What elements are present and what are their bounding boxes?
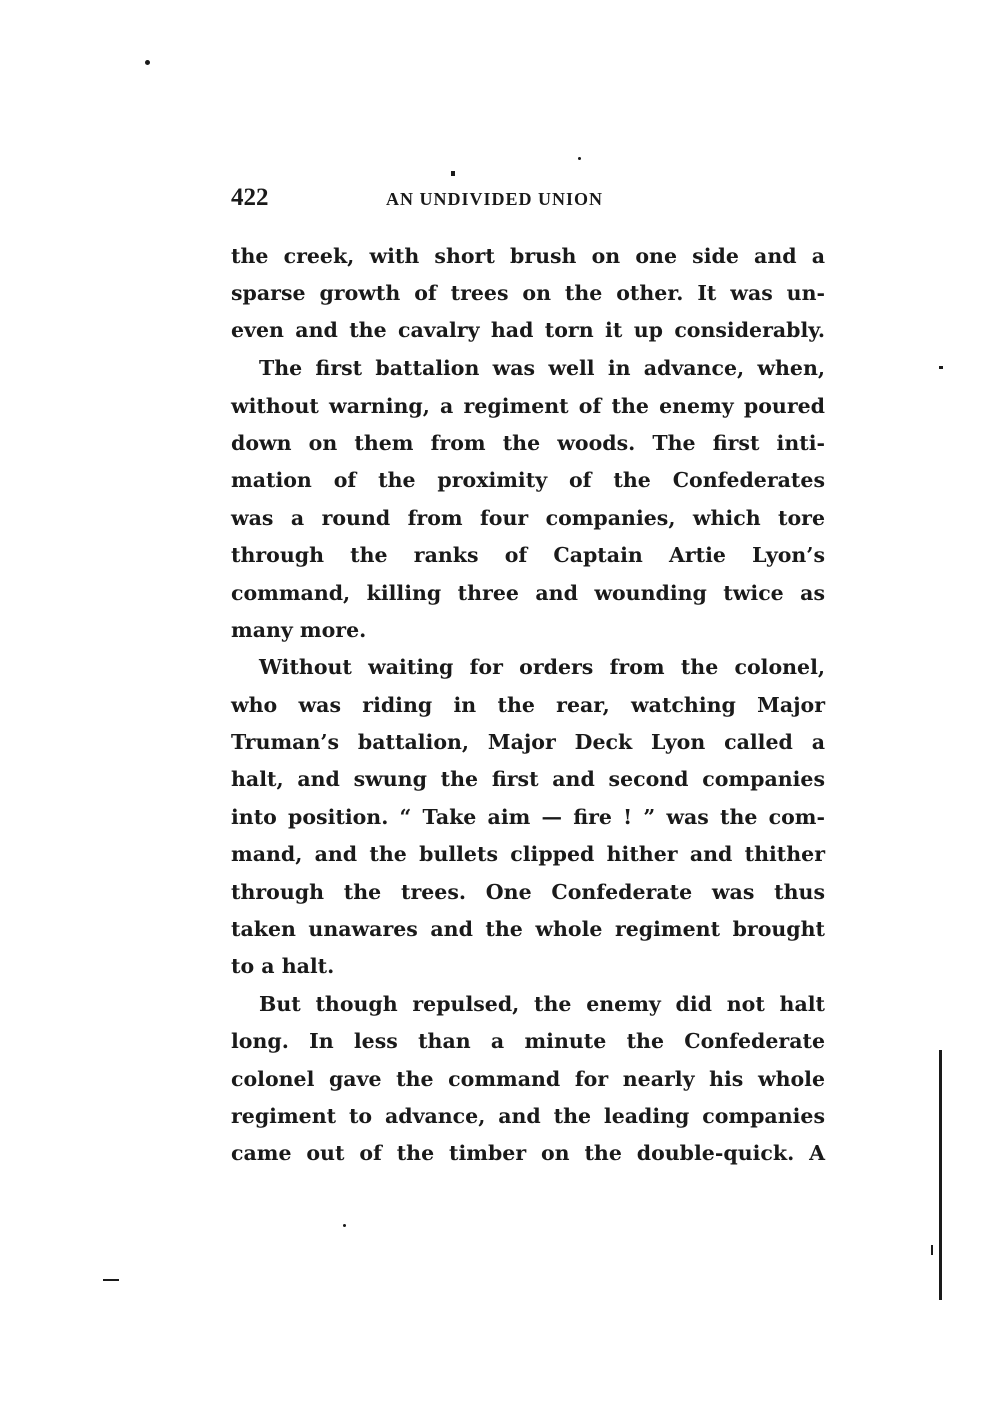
text-line: halt, and swung the first and second companies [231,767,825,791]
text-line: mand, and the bullets clipped hither and thither [231,842,825,866]
text-line: without warning, a regiment of the enemy poured [231,394,825,418]
text-line: came out of the timber on the double-quick. A [231,1141,825,1165]
paragraph-first-line: But though repulsed, the enemy did not halt [259,992,825,1016]
scan-speck [451,171,455,176]
text-line: into position. “ Take aim — fire ! ” was the com- [231,805,825,829]
scan-dash [103,1279,119,1281]
scan-speck [931,1245,933,1255]
text-line: the creek, with short brush on one side and a [231,244,825,268]
text-line: regiment to advance, and the leading companies [231,1104,825,1128]
scan-speck [145,60,150,65]
text-line: was a round from four companies, which tore [231,506,825,530]
text-line: through the ranks of Captain Artie Lyon’s [231,543,825,567]
text-line: to a halt. [231,954,335,978]
text-line: command, killing three and wounding twice as [231,581,825,605]
text-line: sparse growth of trees on the other. It was un- [231,281,825,305]
page-number: 422 [231,184,269,211]
paragraph-first-line: Without waiting for orders from the colonel, [259,655,825,679]
running-title: AN UNDIVIDED UNION [386,189,604,209]
paragraph-first-line: The first battalion was well in advance, when, [259,356,825,380]
text-line: even and the cavalry had torn it up considerably. [231,318,825,342]
text-line: who was riding in the rear, watching Major [231,693,825,717]
text-line: many more. [231,618,367,642]
text-line: mation of the proximity of the Confederates [231,468,825,492]
text-line: long. In less than a minute the Confederate [231,1029,825,1053]
text-line: taken unawares and the whole regiment brought [231,917,825,941]
text-line: through the trees. One Confederate was thus [231,880,825,904]
text-line: Truman’s battalion, Major Deck Lyon called a [231,730,825,754]
scan-edge-line [939,1050,942,1300]
scan-speck [343,1224,346,1227]
scan-speck [939,366,943,369]
text-line: down on them from the woods. The first inti- [231,431,825,455]
text-line: colonel gave the command for nearly his whole [231,1067,825,1091]
scan-speck [578,157,581,160]
